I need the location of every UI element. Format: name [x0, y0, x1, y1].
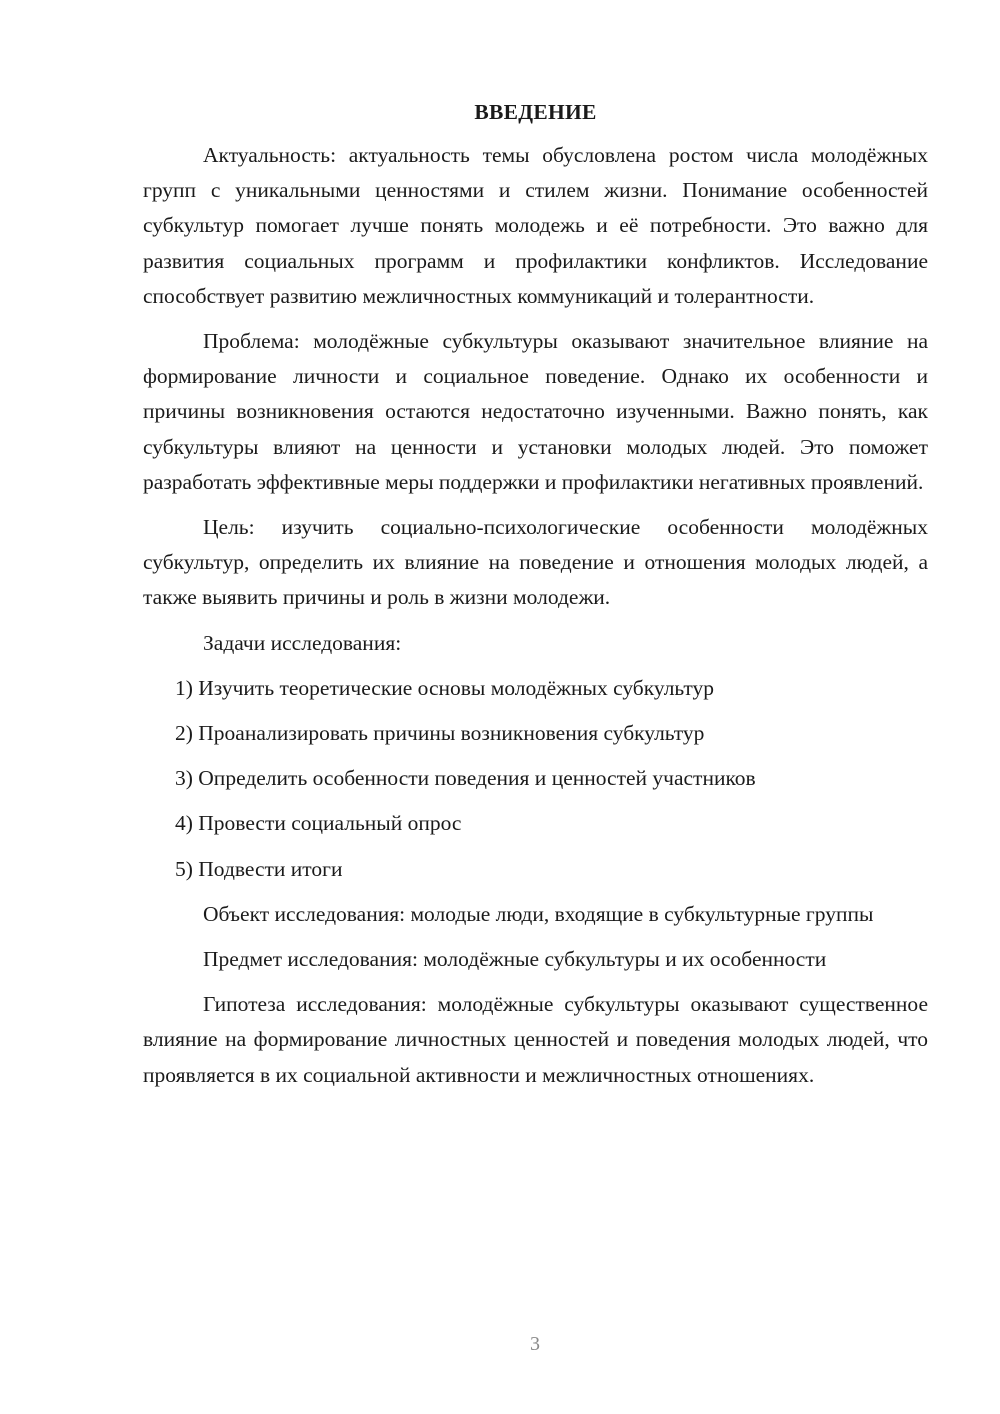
tasks-list — [143, 671, 928, 887]
paragraph-object: Объект исследования: молодые люди, входящие в субкультурные группы — [203, 901, 874, 926]
paragraph-hypothesis: Гипотеза исследования: молодёжные субкультуры оказывают существенное влияние на формирование личностных ценностей и поведения молодых людей, что проявляется в их социальной активности и межличностных отношениях. — [143, 992, 928, 1087]
paragraph-relevance: Актуальность: актуальность темы обусловлена ростом числа молодёжных групп с уникальными ценностями и стилем жизни. Понимание особенностей субкультур помогает лучше понять молодежь и её потребности. Это важно для развития социальных программ и профилактики конфликтов. Исследование способствует развитию межличностных коммуникаций и толерантности. — [143, 143, 928, 308]
list-item: 1) Изучить теоретические основы молодёжных субкультур — [175, 675, 715, 700]
page-content — [143, 96, 928, 1103]
paragraph-subject: Предмет исследования: молодёжные субкультуры и их особенности — [203, 947, 827, 972]
list-item: 2) Проанализировать причины возникновения субкультур — [175, 721, 705, 746]
paragraph-problem: Проблема: молодёжные субкультуры оказывают значительное влияние на формирование личности и социальное поведение. Однако их особенности и причины возникновения остаются недостаточно изученными. Важно понять, как субкультуры влияют на ценности и установки молодых людей. Это поможет разработать эффективные меры поддержки и профилактики негативных проявлений. — [143, 329, 928, 494]
page-number: 3 — [530, 1333, 540, 1355]
list-item: 5) Подвести итоги — [175, 856, 343, 881]
list-item: 4) Провести социальный опрос — [175, 811, 462, 836]
list-item: 3) Определить особенности поведения и ценностей участников — [175, 766, 756, 791]
paragraph-goal: Цель: изучить социально-психологические особенности молодёжных субкультур, определить их влияние на поведение и отношения молодых людей, а также выявить причины и роль в жизни молодежи. — [143, 515, 928, 610]
tasks-heading: Задачи исследования: — [203, 630, 402, 655]
section-title: ВВЕДЕНИЕ — [474, 100, 597, 124]
